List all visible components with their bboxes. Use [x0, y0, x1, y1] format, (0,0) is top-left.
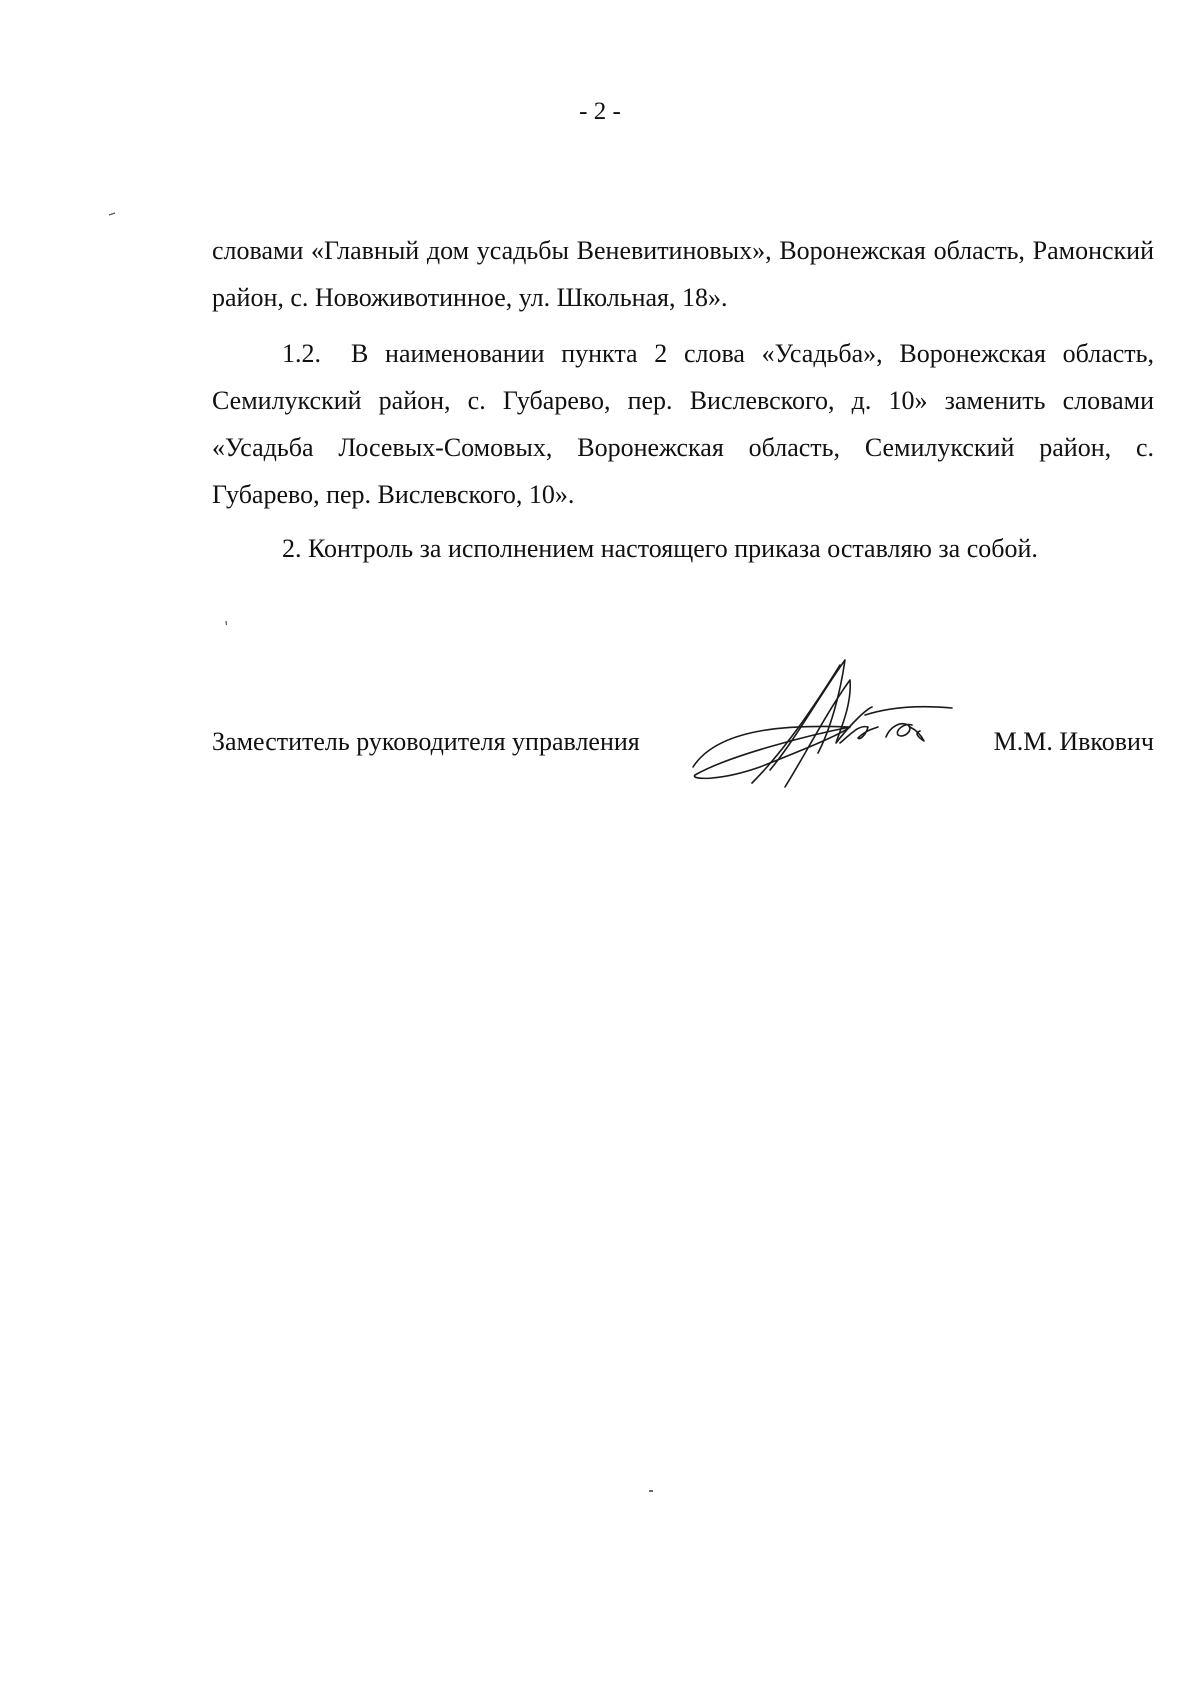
paragraph-2-block: [212, 525, 1154, 572]
paragraph-1-2: [212, 330, 1154, 518]
signer-title: Заместитель руководителя управления: [212, 727, 640, 756]
handwritten-signature: [690, 655, 960, 795]
signer-name: М.М. Ивкович: [993, 727, 1154, 756]
scan-artifact: [648, 1489, 654, 1493]
paragraph-2: 2. Контроль за исполнением настоящего приказа оставляю за собой.: [282, 534, 1038, 563]
page-number: - 2 -: [579, 98, 621, 125]
scan-artifact: [108, 212, 116, 216]
paragraph-1-2-block: [212, 330, 1154, 518]
paragraph-1-2-number: 1.2.: [282, 339, 321, 368]
paragraph-1-2-text: В наименовании пункта 2 слова «Усадьба», Воронежская область, Семилукский район, с. Губарево, пер. Вислевского, д. 10» заменить словами «Усадьба Лосевых-Сомовых, Воронежская область, Семилукский район, с. Губарево, пер. Вислевского, 10».: [212, 339, 1154, 509]
scan-artifact: [224, 620, 228, 626]
document-body: [212, 227, 1154, 321]
paragraph-continuation: словами «Главный дом усадьбы Веневитиновых», Воронежская область, Рамонский район, с. Новоживотинное, ул. Школьная, 18».: [212, 236, 1154, 312]
